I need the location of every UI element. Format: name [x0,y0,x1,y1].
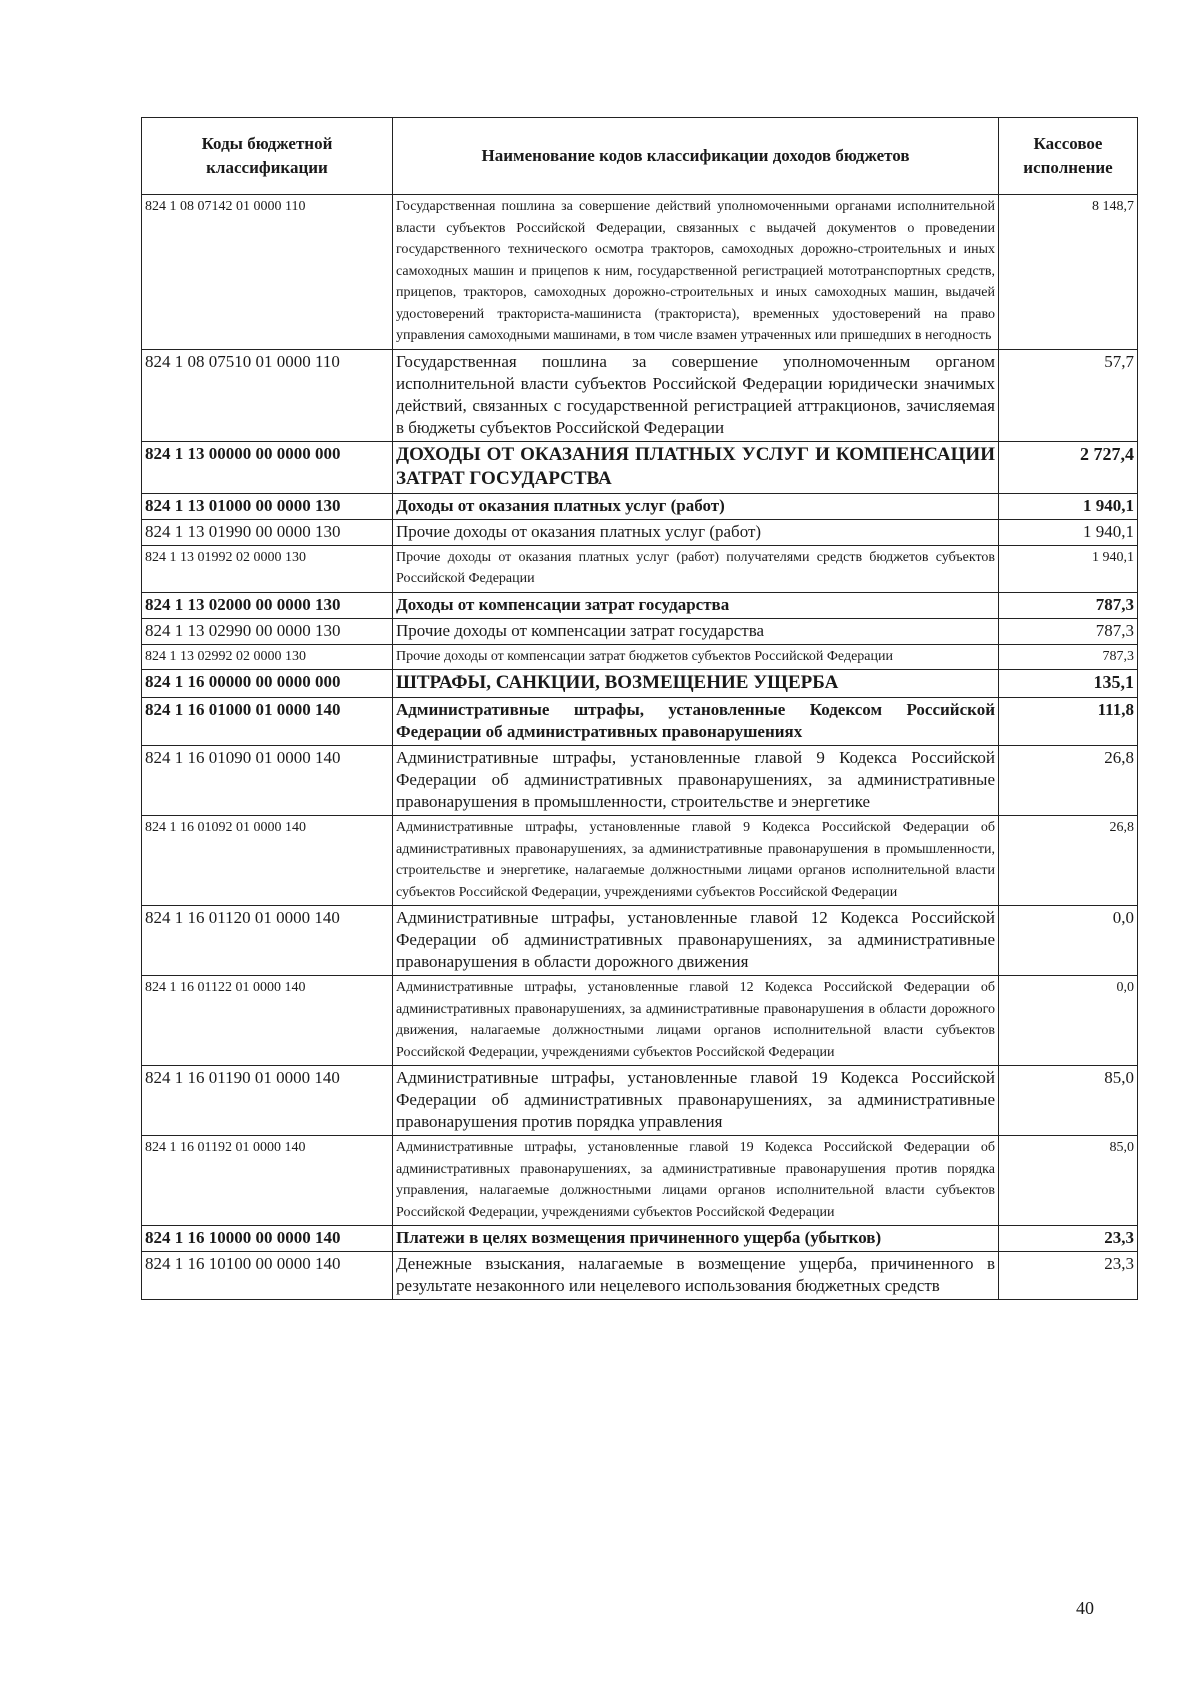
row-code: 824 1 16 10000 00 0000 140 [142,1226,393,1252]
row-amount: 57,7 [999,349,1138,441]
row-name: Денежные взыскания, налагаемые в возмещение ущерба, причиненного в результате незаконного или нецелевого использования бюджетных средств [393,1252,999,1300]
row-name: Платежи в целях возмещения причиненного ущерба (убытков) [393,1226,999,1252]
row-code: 824 1 08 07142 01 0000 110 [142,195,393,350]
row-amount: 85,0 [999,1136,1138,1226]
row-amount: 8 148,7 [999,195,1138,350]
table-row [142,1136,1138,1226]
table-row [142,976,1138,1066]
row-code: 824 1 08 07510 01 0000 110 [142,349,393,441]
row-amount: 1 940,1 [999,519,1138,545]
row-name: Административные штрафы, установленные Кодексом Российской Федерации об административных правонарушениях [393,698,999,746]
row-code: 824 1 16 01120 01 0000 140 [142,906,393,976]
header-amount: Кассовое исполнение [999,118,1138,195]
row-code: 824 1 13 02000 00 0000 130 [142,592,393,618]
row-name: Государственная пошлина за совершение действий уполномоченными органами исполнительной власти субъектов Российской Федерации, связанных с выдачей документов о проведении государственного технического осмотра тракторов, самоходных дорожно-строительных и иных самоходных машин и прицепов к ним, государственной регистрацией мототранспортных средств, прицепов, тракторов, самоходных дорожно-строительных и иных самоходных машин, выдачей удостоверений тракториста-машиниста (тракториста), временных удостоверений на право управления самоходными машинами, в том числе взамен утраченных или пришедших в негодность [393,195,999,350]
row-code: 824 1 16 01090 01 0000 140 [142,746,393,816]
row-name: Административные штрафы, установленные главой 19 Кодекса Российской Федерации об административных правонарушениях, за административные правонарушения против порядка управления, налагаемые должностными лицами органов исполнительной власти субъектов Российской Федерации, учреждениями субъектов Российской Федерации [393,1136,999,1226]
row-amount: 787,3 [999,618,1138,644]
row-amount: 26,8 [999,746,1138,816]
row-code: 824 1 16 01092 01 0000 140 [142,816,393,906]
row-amount: 85,0 [999,1066,1138,1136]
table-row [142,618,1138,644]
row-code: 824 1 13 02990 00 0000 130 [142,618,393,644]
row-code: 824 1 16 01190 01 0000 140 [142,1066,393,1136]
row-amount: 23,3 [999,1252,1138,1300]
row-name: Прочие доходы от оказания платных услуг (работ) [393,519,999,545]
row-name: ДОХОДЫ ОТ ОКАЗАНИЯ ПЛАТНЫХ УСЛУГ И КОМПЕНСАЦИИ ЗАТРАТ ГОСУДАРСТВА [393,441,999,493]
header-name: Наименование кодов классификации доходов бюджетов [393,118,999,195]
table-row-subsection [142,698,1138,746]
row-code: 824 1 16 10100 00 0000 140 [142,1252,393,1300]
table-row [142,644,1138,670]
row-name: Административные штрафы, установленные главой 9 Кодекса Российской Федерации об административных правонарушениях, за административные правонарушения в промышленности, строительстве и энергетике [393,746,999,816]
table-row [142,195,1138,350]
row-amount: 1 940,1 [999,545,1138,592]
row-name: Государственная пошлина за совершение уполномоченным органом исполнительной власти субъектов Российской Федерации юридически значимых действий, связанных с государственной регистрацией аттракционов, зачисляемая в бюджеты субъектов Российской Федерации [393,349,999,441]
row-name: Административные штрафы, установленные главой 19 Кодекса Российской Федерации об административных правонарушениях, за административные правонарушения против порядка управления [393,1066,999,1136]
row-name: Прочие доходы от компенсации затрат государства [393,618,999,644]
budget-revenue-table [141,117,1138,1300]
row-amount: 1 940,1 [999,493,1138,519]
table-row-subsection [142,493,1138,519]
row-code: 824 1 16 01000 01 0000 140 [142,698,393,746]
table-row [142,746,1138,816]
row-amount: 787,3 [999,592,1138,618]
row-name: Прочие доходы от компенсации затрат бюджетов субъектов Российской Федерации [393,644,999,670]
row-code: 824 1 16 00000 00 0000 000 [142,670,393,698]
row-amount: 23,3 [999,1226,1138,1252]
row-amount: 2 727,4 [999,441,1138,493]
table-row [142,349,1138,441]
header-code: Коды бюджетной классификации [142,118,393,195]
row-code: 824 1 13 01990 00 0000 130 [142,519,393,545]
row-code: 824 1 13 02992 02 0000 130 [142,644,393,670]
row-name: Административные штрафы, установленные главой 9 Кодекса Российской Федерации об административных правонарушениях, за административные правонарушения в промышленности, строительстве и энергетике, налагаемые должностными лицами органов исполнительной власти субъектов Российской Федерации, учреждениями субъектов Российской Федерации [393,816,999,906]
table-row [142,519,1138,545]
row-code: 824 1 13 01992 02 0000 130 [142,545,393,592]
row-code: 824 1 16 01122 01 0000 140 [142,976,393,1066]
table-row [142,1066,1138,1136]
row-code: 824 1 16 01192 01 0000 140 [142,1136,393,1226]
row-amount: 135,1 [999,670,1138,698]
row-amount: 111,8 [999,698,1138,746]
row-name: Доходы от оказания платных услуг (работ) [393,493,999,519]
table-header-row [142,118,1138,195]
table-row [142,1252,1138,1300]
row-name: Прочие доходы от оказания платных услуг (работ) получателями средств бюджетов субъектов Российской Федерации [393,545,999,592]
row-amount: 0,0 [999,906,1138,976]
table-row-subsection [142,592,1138,618]
table-row [142,816,1138,906]
row-amount: 26,8 [999,816,1138,906]
row-amount: 0,0 [999,976,1138,1066]
table-row-section [142,441,1138,493]
row-name: Административные штрафы, установленные главой 12 Кодекса Российской Федерации об административных правонарушениях, за административные правонарушения в области дорожного движения [393,906,999,976]
row-name: ШТРАФЫ, САНКЦИИ, ВОЗМЕЩЕНИЕ УЩЕРБА [393,670,999,698]
page-number: 40 [1076,1598,1094,1618]
row-code: 824 1 13 01000 00 0000 130 [142,493,393,519]
table-row [142,545,1138,592]
table-row-section [142,670,1138,698]
row-code: 824 1 13 00000 00 0000 000 [142,441,393,493]
row-amount: 787,3 [999,644,1138,670]
table-row-subsection [142,1226,1138,1252]
table-row [142,906,1138,976]
row-name: Доходы от компенсации затрат государства [393,592,999,618]
row-name: Административные штрафы, установленные главой 12 Кодекса Российской Федерации об административных правонарушениях, за административные правонарушения в области дорожного движения, налагаемые должностными лицами органов исполнительной власти субъектов Российской Федерации, учреждениями субъектов Российской Федерации [393,976,999,1066]
